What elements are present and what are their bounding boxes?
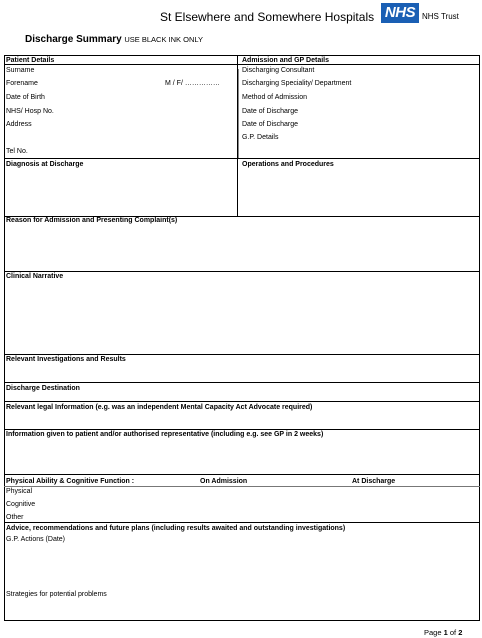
gp-details-label: G.P. Details [242, 134, 279, 141]
method-label: Method of Admission [242, 94, 307, 101]
advice-heading: Advice, recommendations and future plans (including results awaited and outstanding investigations) [6, 525, 346, 532]
divider-diagnosis-operations [237, 158, 238, 216]
speciality-label: Discharging Speciality/ Department [242, 80, 352, 87]
page-total: 2 [458, 628, 463, 637]
cognitive-row-label: Cognitive [6, 501, 36, 508]
forename-label: Forename [6, 80, 38, 87]
physical-row-label: Physical [6, 488, 33, 495]
rule-info-end [4, 474, 480, 475]
divider-admission-inner [238, 69, 239, 158]
nhs-logo: NHS [381, 3, 419, 23]
legal-heading: Relevant legal Information (e.g. was an independent Mental Capacity Act Advocate required) [6, 404, 313, 411]
on-admission-heading: On Admission [200, 478, 248, 485]
form-title-sub: USE BLACK INK ONLY [124, 35, 203, 44]
page-number: 1 [443, 628, 448, 637]
rule-legal-end [4, 429, 480, 430]
admission-details-heading: Admission and GP Details [242, 57, 330, 64]
gender-label: M / F/ …………… [165, 80, 220, 87]
other-row-label: Other [6, 514, 24, 521]
rule-reason-end [4, 271, 480, 272]
date-discharge-label-2: Date of Discharge [242, 121, 299, 128]
page-prefix: Page [424, 628, 442, 637]
gp-actions-label: G.P. Actions (Date) [6, 536, 66, 543]
info-given-heading: Information given to patient and/or authorised representative (including e.g. see GP in 2 weeks) [6, 431, 324, 438]
rule-narrative-end [4, 354, 480, 355]
investigations-heading: Relevant Investigations and Results [6, 356, 126, 363]
consultant-label: Discharging Consultant [242, 67, 315, 74]
physical-heading: Physical Ability & Cognitive Function : [6, 478, 135, 485]
rule-patient-end [4, 158, 480, 159]
address-label: Address [6, 121, 32, 128]
page-indicator [424, 628, 462, 637]
form-title-main: Discharge Summary [25, 34, 122, 45]
rule-under-headings [4, 64, 480, 65]
form-title [25, 34, 203, 45]
destination-heading: Discharge Destination [6, 385, 80, 392]
tel-label: Tel No. [6, 148, 28, 155]
page-of: of [449, 628, 457, 637]
rule-physical-header-end [4, 486, 480, 487]
hospital-name: St Elsewhere and Somewhere Hospitals [160, 10, 375, 24]
diagnosis-heading: Diagnosis at Discharge [6, 161, 84, 168]
surname-label: Surname [6, 67, 35, 74]
narrative-heading: Clinical Narrative [6, 273, 64, 280]
patient-details-heading: Patient Details [6, 57, 55, 64]
strategies-label: Strategies for potential problems [6, 591, 107, 598]
rule-investigations-end [4, 382, 480, 383]
rule-destination-end [4, 401, 480, 402]
reason-heading: Reason for Admission and Presenting Complaint(s) [6, 217, 178, 224]
nhs-no-label: NHS/ Hosp No. [6, 108, 54, 115]
dob-label: Date of Birth [6, 94, 45, 101]
date-discharge-label-1: Date of Discharge [242, 108, 299, 115]
rule-physical-end [4, 522, 480, 523]
at-discharge-heading: At Discharge [352, 478, 396, 485]
trust-label: NHS Trust [422, 12, 459, 21]
operations-heading: Operations and Procedures [242, 161, 334, 168]
